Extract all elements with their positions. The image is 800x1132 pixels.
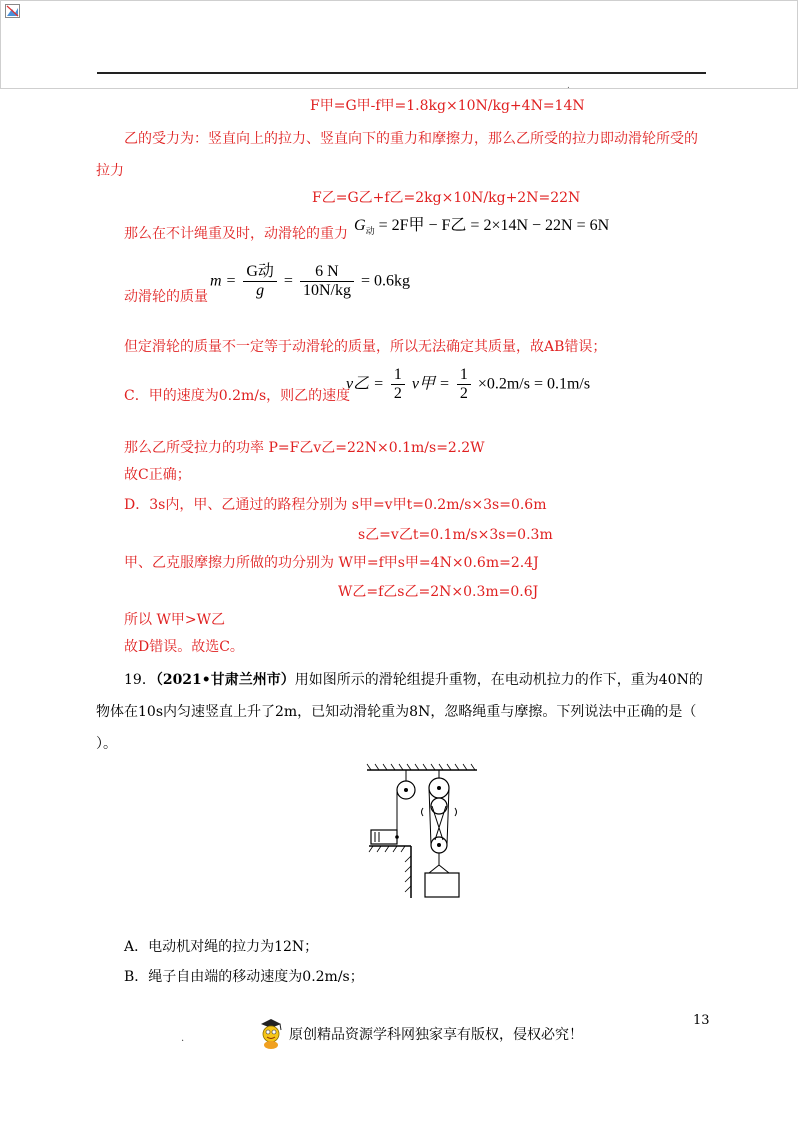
formula-variable: G bbox=[354, 217, 366, 234]
solution-line-4: F乙=G乙+f乙=2kg×10N/kg+2N=22N bbox=[312, 190, 581, 206]
mass-result: = 0.6kg bbox=[360, 272, 410, 290]
formula-body: = 2F甲 − F乙 = 2×14N − 22N = 6N bbox=[378, 217, 610, 234]
mass-fraction-2 bbox=[300, 263, 354, 300]
fraction-numerator: 6 N bbox=[300, 263, 354, 282]
question-source: （2021•甘肃兰州市） bbox=[155, 672, 295, 688]
question-line-2: 物体在10s内匀速竖直上升了2m，已知动滑轮重为8N，忽略绳重与摩擦。下列说法中正确的是（ bbox=[96, 704, 697, 720]
fraction-numerator: 1 bbox=[457, 366, 471, 385]
fraction-numerator: G动 bbox=[243, 263, 277, 282]
velocity-mid: v甲 = bbox=[411, 375, 450, 393]
velocity-symbol: v乙 = bbox=[346, 375, 384, 393]
question-text-1: 用如图所示的滑轮组提升重物，在电动机拉力的作下，重为40N的 bbox=[294, 672, 703, 688]
solution-line-15: 所以 W甲>W乙 bbox=[124, 612, 225, 628]
page-header bbox=[0, 0, 798, 89]
fraction-numerator: 1 bbox=[391, 366, 405, 385]
pulley-system-figure bbox=[363, 760, 481, 900]
mass-fraction-1 bbox=[243, 263, 277, 300]
pulley-weight-formula bbox=[354, 216, 609, 241]
header-rule bbox=[97, 72, 706, 74]
question-number: 19． bbox=[124, 672, 156, 688]
footer-mark: . bbox=[181, 1033, 185, 1044]
solution-line-9: 那么乙所受拉力的功率 P=F乙v乙=22N×0.1m/s=2.2W bbox=[124, 440, 485, 456]
solution-line-2: 乙的受力为：竖直向上的拉力、竖直向下的重力和摩擦力，那么乙所受的拉力即动滑轮所受的 bbox=[124, 131, 698, 147]
copyright-notice: 原创精品资源学科网独家享有版权，侵权必究！ bbox=[289, 1027, 583, 1043]
solution-line-1: F甲=G甲-f甲=1.8kg×10N/kg+4N=14N bbox=[310, 98, 585, 114]
velocity-result: ×0.2m/s = 0.1m/s bbox=[477, 375, 591, 393]
mass-symbol: m = bbox=[210, 272, 237, 290]
fraction-denominator: 2 bbox=[393, 385, 402, 402]
velocity-formula bbox=[346, 366, 590, 403]
solution-line-10: 故C正确； bbox=[124, 467, 191, 483]
solution-line-7: 但定滑轮的质量不一定等于动滑轮的质量，所以无法确定其质量，故AB错误； bbox=[124, 339, 607, 355]
formula-subscript: 动 bbox=[365, 226, 375, 236]
mascot-icon bbox=[257, 1017, 285, 1049]
question-line-3: ）。 bbox=[96, 736, 117, 752]
page-number: 13 bbox=[693, 1013, 710, 1028]
pulley-mass-formula: m = $\frac{\text{G动}}{g}$ = $\frac{6 N}{10N/kg}$ = 0.6kg bbox=[210, 263, 410, 299]
solution-line-16: 故D错误。故选C。 bbox=[124, 639, 244, 655]
option-b: B．绳子自由端的移动速度为0.2m/s； bbox=[124, 969, 364, 985]
fraction-denominator: 10N/kg bbox=[302, 282, 351, 299]
solution-line-6-text: 动滑轮的质量 bbox=[124, 289, 208, 305]
solution-line-11: D．3s内，甲、乙通过的路程分别为 s甲=v甲t=0.2m/s×3s=0.6m bbox=[124, 497, 547, 513]
question-line-1 bbox=[124, 670, 703, 690]
velocity-fraction-2 bbox=[457, 366, 471, 403]
solution-line-3: 拉力 bbox=[96, 163, 124, 179]
solution-line-13: 甲、乙克服摩擦力所做的功分别为 W甲=f甲s甲=4N×0.6m=2.4J bbox=[124, 555, 539, 571]
solution-line-5-text: 那么在不计绳重及时，动滑轮的重力 bbox=[124, 226, 348, 242]
fraction-denominator: 2 bbox=[459, 385, 468, 402]
header-mark: . bbox=[567, 81, 570, 91]
fraction-denominator: g bbox=[256, 282, 265, 299]
velocity-fraction-1 bbox=[391, 366, 405, 403]
broken-image-icon bbox=[5, 4, 20, 18]
solution-line-14: W乙=f乙s乙=2N×0.3m=0.6J bbox=[338, 584, 539, 600]
solution-line-8-text: C．甲的速度为0.2m/s，则乙的速度 bbox=[124, 388, 351, 404]
solution-line-12: s乙=v乙t=0.1m/s×3s=0.3m bbox=[358, 527, 553, 543]
option-a: A．电动机对绳的拉力为12N； bbox=[124, 939, 319, 955]
